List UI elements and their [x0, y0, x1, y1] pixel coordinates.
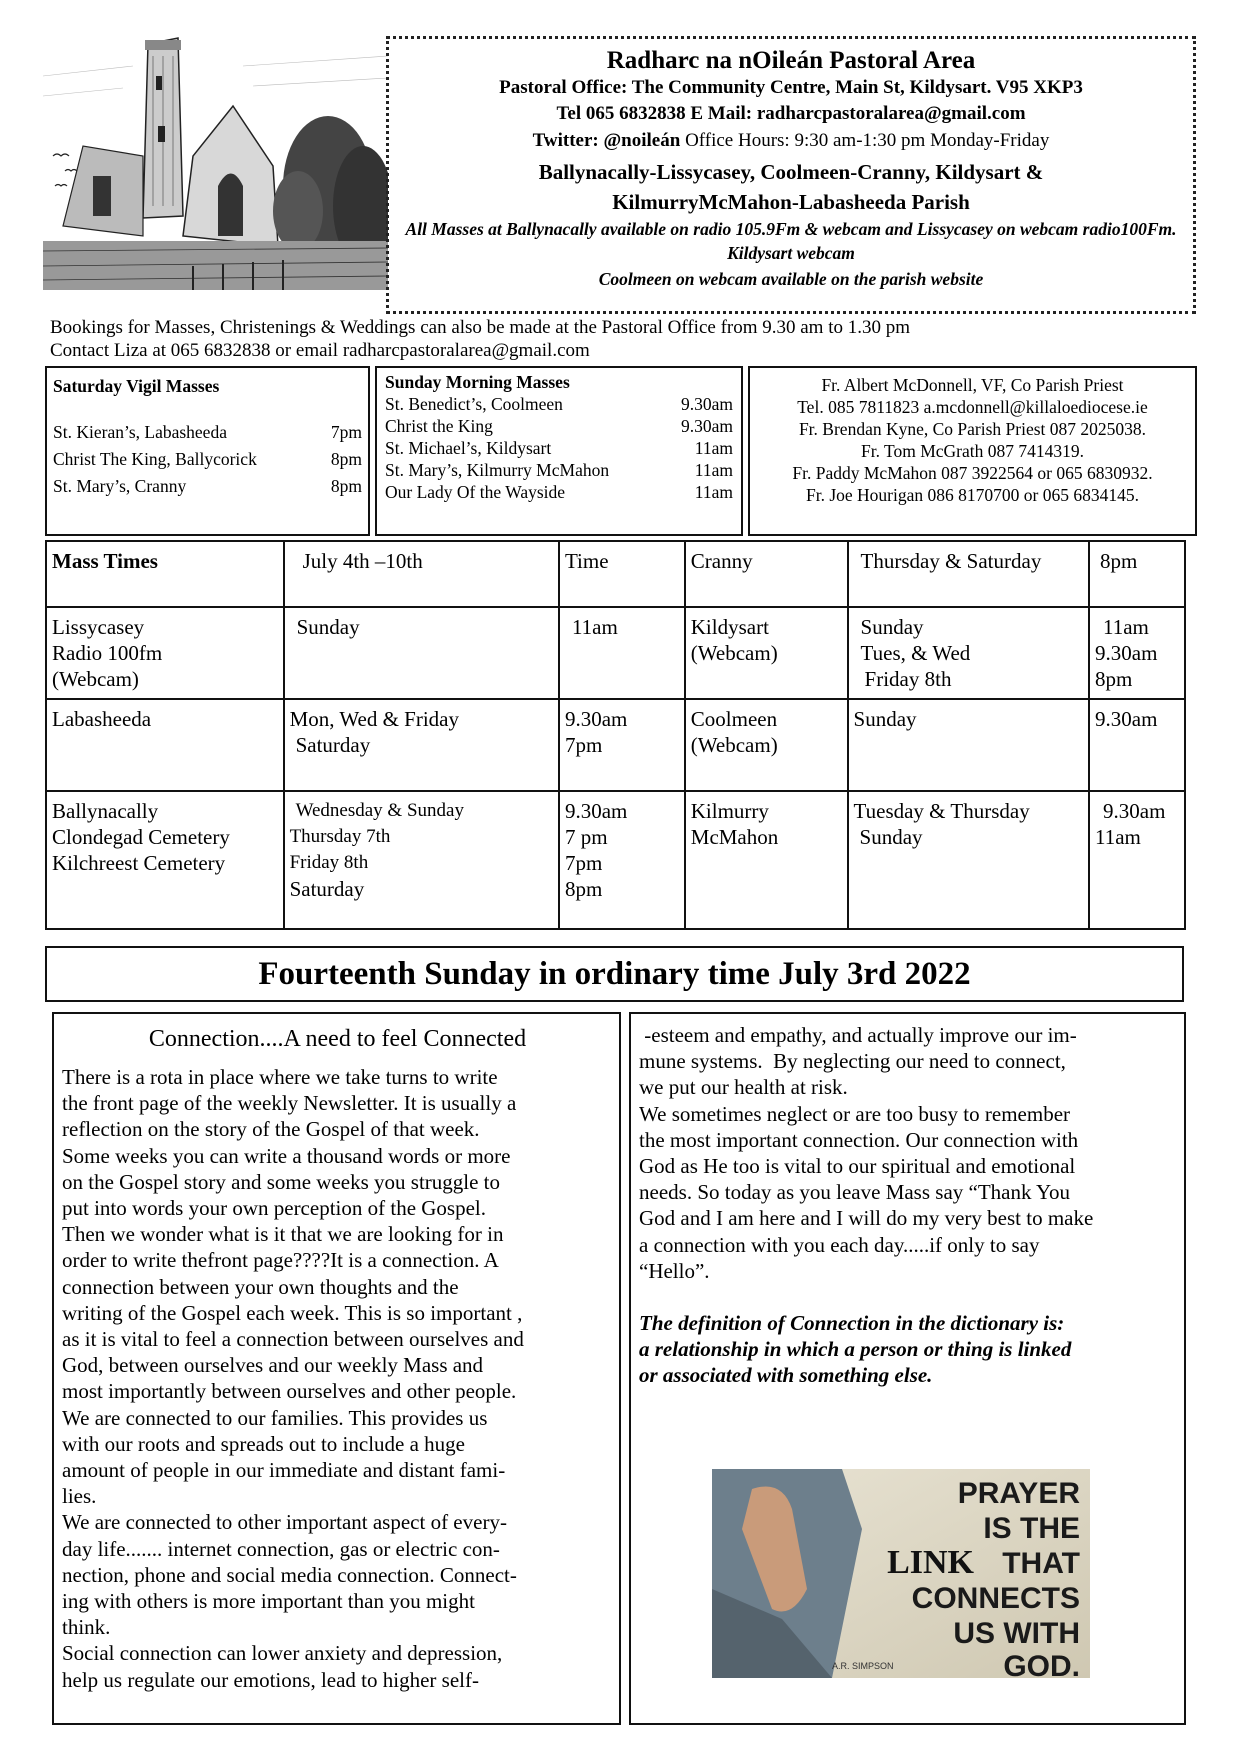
table-cell	[559, 699, 685, 791]
article-line: -esteem and empathy, and actually improve our im-	[639, 1023, 1077, 1047]
cell-line: 7 pm	[564, 825, 608, 849]
twitter-hours-line	[389, 127, 1193, 155]
list-item	[53, 419, 362, 446]
table-cell: 11am	[559, 607, 685, 699]
webcam-note-1: All Masses at Ballynacally available on radio 105.9Fm & webcam and Lissycasey on webcam radio100Fm. Kildysart webcam	[405, 219, 1177, 263]
article-line: God and I am here and I will do my very best to make	[639, 1206, 1094, 1231]
office-hours: Office Hours: 9:30 am-1:30 pm Monday-Friday	[685, 130, 1050, 151]
is-the-word: IS THE	[983, 1512, 1080, 1545]
table-cell	[284, 699, 559, 791]
pastoral-area-title: Radharc na nOileán Pastoral Area	[606, 47, 976, 74]
church-name: Christ the King	[385, 416, 493, 436]
cell-line: Wednesday & Sunday	[295, 800, 464, 821]
cell-line: Clondegad Cemetery	[52, 825, 230, 849]
cell-line: Tuesday & Thursday	[853, 799, 1030, 823]
table-cell: Sunday	[284, 607, 559, 699]
mass-time: 11am	[694, 438, 733, 458]
mass-time: 9.30am	[680, 394, 733, 414]
cell-line: Coolmeen	[690, 707, 778, 731]
article-line: needs. So today as you leave Mass say “Thank You	[639, 1180, 1071, 1205]
link-word: LINK	[887, 1544, 974, 1581]
morning-title: Sunday Morning Masses	[385, 372, 570, 392]
cell-line: Lissycasey	[52, 615, 145, 639]
table-header-cell: July 4th –10th	[284, 541, 559, 607]
cell-line: Ballynacally	[52, 799, 159, 823]
article-line: ing with others is more important than you might	[62, 1589, 475, 1614]
table-row	[46, 541, 1185, 607]
cell-line: Kilchreest Cemetery	[52, 851, 226, 875]
cell-line: Radio 100fm	[52, 641, 163, 665]
article-left-column	[52, 1012, 621, 1725]
priest-line: Fr. Brendan Kyne, Co Parish Priest 087 2025038.	[798, 419, 1147, 439]
table-cell: Thursday & Saturday	[848, 541, 1089, 607]
cell-line: 11am	[1095, 825, 1141, 849]
bookings-note	[50, 316, 910, 362]
article-line: lies.	[62, 1484, 97, 1509]
mass-time: 8pm	[330, 449, 362, 469]
article-line: we put our health at risk.	[639, 1075, 848, 1100]
cell-line: Kildysart	[690, 615, 769, 639]
table-cell	[1089, 607, 1185, 699]
cell-line: Tues, & Wed	[860, 641, 971, 665]
parishes-line-1: Ballynacally-Lissycasey, Coolmeen-Cranny, Kildysart &	[538, 160, 1044, 184]
article-line: help us regulate our emotions, lead to higher self-	[62, 1667, 479, 1692]
table-cell	[46, 607, 284, 699]
table-row	[46, 607, 1185, 699]
table-cell	[46, 791, 284, 929]
priest-line: Fr. Joe Hourigan 086 8170700 or 065 6834145.	[806, 485, 1139, 505]
article-line: Some weeks you can write a thousand words or more	[62, 1143, 511, 1168]
cell-line: 9.30am	[1095, 641, 1158, 665]
sunday-morning-box	[375, 366, 743, 536]
article-heading: Connection....A need to feel Connected	[148, 1026, 527, 1052]
cell-line: Sunday	[859, 825, 923, 849]
cell-line: Saturday	[295, 733, 371, 757]
sunday-title: Fourteenth Sunday in ordinary time July 3rd 2022	[45, 946, 1184, 1002]
article-line: the most important connection. Our connection with	[639, 1127, 1079, 1152]
article-left-text	[62, 1064, 613, 1693]
priests-contact-box	[748, 366, 1197, 536]
article-line: God as He too is vital to our spiritual and emotional	[639, 1154, 1076, 1179]
list-item	[53, 446, 362, 473]
list-item	[385, 393, 733, 415]
table-header-cell: Mass Times	[46, 541, 284, 607]
article-line: “Hello”.	[639, 1258, 710, 1283]
mass-times-table	[45, 540, 1186, 930]
god-word: GOD.	[1003, 1650, 1080, 1678]
article-line: a connection with you each day.....if only to say	[639, 1232, 1040, 1257]
cell-line: 7pm	[564, 733, 603, 757]
mass-time: 8pm	[330, 476, 362, 496]
church-name: St. Mary’s, Cranny	[53, 476, 187, 496]
table-cell: 8pm	[1089, 541, 1185, 607]
pastoral-office-address: Pastoral Office: The Community Centre, Main St, Kildysart. V95 XKP3	[499, 77, 1083, 98]
cell-line: 11am	[1103, 615, 1149, 639]
list-item	[385, 415, 733, 437]
article-line: the front page of the weekly Newsletter. It is usually a	[62, 1091, 517, 1116]
priest-line: Fr. Tom McGrath 087 7414319.	[860, 441, 1085, 461]
church-name: St. Kieran’s, Labasheeda	[53, 422, 227, 442]
cell-line: 8pm	[564, 877, 603, 901]
church-name: St. Mary’s, Kilmurry McMahon	[385, 460, 610, 480]
table-cell: Labasheeda	[46, 699, 284, 791]
table-row	[46, 791, 1185, 929]
article-line: God, between ourselves and our weekly Mass and	[62, 1353, 484, 1378]
parishes-line-2: KilmurryMcMahon-Labasheeda Parish	[612, 190, 970, 214]
cell-line: Sunday	[860, 615, 924, 639]
mass-time: 7pm	[330, 422, 362, 442]
cell-line: 8pm	[1095, 667, 1133, 691]
table-row	[46, 699, 1185, 791]
table-cell	[559, 791, 685, 929]
mass-time: 11am	[694, 460, 733, 480]
cell-line: McMahon	[690, 825, 779, 849]
church-name: Christ The King, Ballycorick	[53, 449, 257, 469]
table-cell: Cranny	[685, 541, 848, 607]
definition-line: The definition of Connection in the dictionary is:	[639, 1311, 1065, 1336]
cell-line: 7pm	[564, 851, 603, 875]
priest-line: Fr. Albert McDonnell, VF, Co Parish Priest	[821, 375, 1124, 395]
table-cell	[284, 791, 559, 929]
article-line: writing of the Gospel each week. This is so important ,	[62, 1300, 523, 1325]
mass-time: 11am	[694, 482, 733, 502]
article-line: amount of people in our immediate and distant fami-	[62, 1458, 506, 1483]
cell-line: Kilmurry	[690, 799, 769, 823]
article-line: nection, phone and social media connection. Connect-	[62, 1562, 517, 1587]
cell-line: (Webcam)	[52, 667, 139, 691]
article-line: put into words your own perception of the Gospel.	[62, 1196, 487, 1221]
article-line: think.	[62, 1615, 111, 1640]
priest-line: Fr. Paddy McMahon 087 3922564 or 065 6830932.	[792, 463, 1153, 483]
cell-line: Friday 8th	[289, 852, 369, 873]
table-cell	[848, 791, 1089, 929]
list-item	[385, 437, 733, 459]
list-item	[53, 473, 362, 500]
table-cell	[685, 699, 848, 791]
table-header-cell: Time	[559, 541, 685, 607]
article-line: order to write thefront page????It is a connection. A	[62, 1248, 499, 1273]
table-cell: Sunday	[848, 699, 1089, 791]
cell-line: 9.30am	[1103, 799, 1166, 823]
article-line: on the Gospel story and some weeks you struggle to	[62, 1169, 501, 1194]
saturday-vigil-box	[45, 366, 370, 536]
table-cell	[848, 607, 1089, 699]
cell-line: Thursday 7th	[289, 826, 391, 847]
vigil-title: Saturday Vigil Masses	[53, 376, 220, 396]
table-cell	[685, 607, 848, 699]
article-line: as it is vital to feel a connection between ourselves and	[62, 1327, 524, 1352]
parish-header	[386, 36, 1196, 314]
twitter-handle: Twitter: @noileán	[532, 130, 681, 151]
cell-line: Mon, Wed & Friday	[289, 707, 459, 731]
artist-signature: A.R. SIMPSON	[832, 1661, 894, 1671]
article-line: most importantly between ourselves and other people.	[62, 1379, 517, 1404]
mass-time: 9.30am	[680, 416, 733, 436]
article-line: Social connection can lower anxiety and depression,	[62, 1641, 503, 1666]
cell-line: 9.30am	[564, 799, 628, 823]
article-right-text	[639, 1022, 1176, 1284]
priest-line: Tel. 085 7811823 a.mcdonnell@killaloediocese.ie	[797, 397, 1148, 417]
article-line: connection between your own thoughts and the	[62, 1274, 459, 1299]
bookings-line-2: Contact Liza at 065 6832838 or email radharcpastoralarea@gmail.com	[50, 340, 590, 361]
table-cell: 9.30am	[1089, 699, 1185, 791]
list-item	[385, 481, 733, 503]
church-illustration	[43, 36, 388, 290]
cell-line: (Webcam)	[690, 733, 778, 757]
church-name: Our Lady Of the Wayside	[385, 482, 566, 502]
article-line: mune systems. By neglecting our need to connect,	[639, 1049, 1066, 1074]
church-name: St. Benedict’s, Coolmeen	[385, 394, 563, 414]
article-line: We are connected to other important aspect of every-	[62, 1510, 507, 1535]
table-cell	[1089, 791, 1185, 929]
cell-line: Friday 8th	[864, 667, 952, 691]
article-line: We sometimes neglect or are too busy to remember	[639, 1101, 1071, 1126]
article-line: Then we wonder what is it that we are looking for in	[62, 1222, 504, 1247]
church-name: St. Michael’s, Kildysart	[385, 438, 552, 458]
definition-line: a relationship in which a person or thing is linked	[639, 1337, 1072, 1362]
table-cell	[685, 791, 848, 929]
contact-line: Tel 065 6832838 E Mail: radharcpastoralarea@gmail.com	[556, 103, 1026, 124]
article-line: reflection on the story of the Gospel of that week.	[62, 1117, 480, 1142]
cell-line: Saturday	[289, 877, 365, 901]
prayer-link-image	[712, 1469, 1090, 1678]
bookings-line-1: Bookings for Masses, Christenings & Weddings can also be made at the Pastoral Office from 9.30 am to 1.30 pm	[50, 317, 911, 338]
article-line: We are connected to our families. This provides us	[62, 1405, 488, 1430]
connects-word: CONNECTS	[911, 1582, 1080, 1615]
cell-line: 9.30am	[564, 707, 628, 731]
us-with-word: US WITH	[953, 1617, 1080, 1650]
article-line: There is a rota in place where we take turns to write	[62, 1065, 498, 1089]
article-line: with our roots and spreads out to include a huge	[62, 1431, 465, 1456]
that-word: THAT	[1002, 1547, 1080, 1580]
cell-line: (Webcam)	[690, 641, 778, 665]
webcam-note-2: Coolmeen on webcam available on the parish website	[598, 269, 984, 289]
prayer-word: PRAYER	[957, 1477, 1080, 1510]
article-line: day life....... internet connection, gas or electric con-	[62, 1536, 500, 1561]
dictionary-definition	[639, 1310, 1176, 1389]
list-item	[385, 459, 733, 481]
definition-line: or associated with something else.	[639, 1363, 933, 1388]
